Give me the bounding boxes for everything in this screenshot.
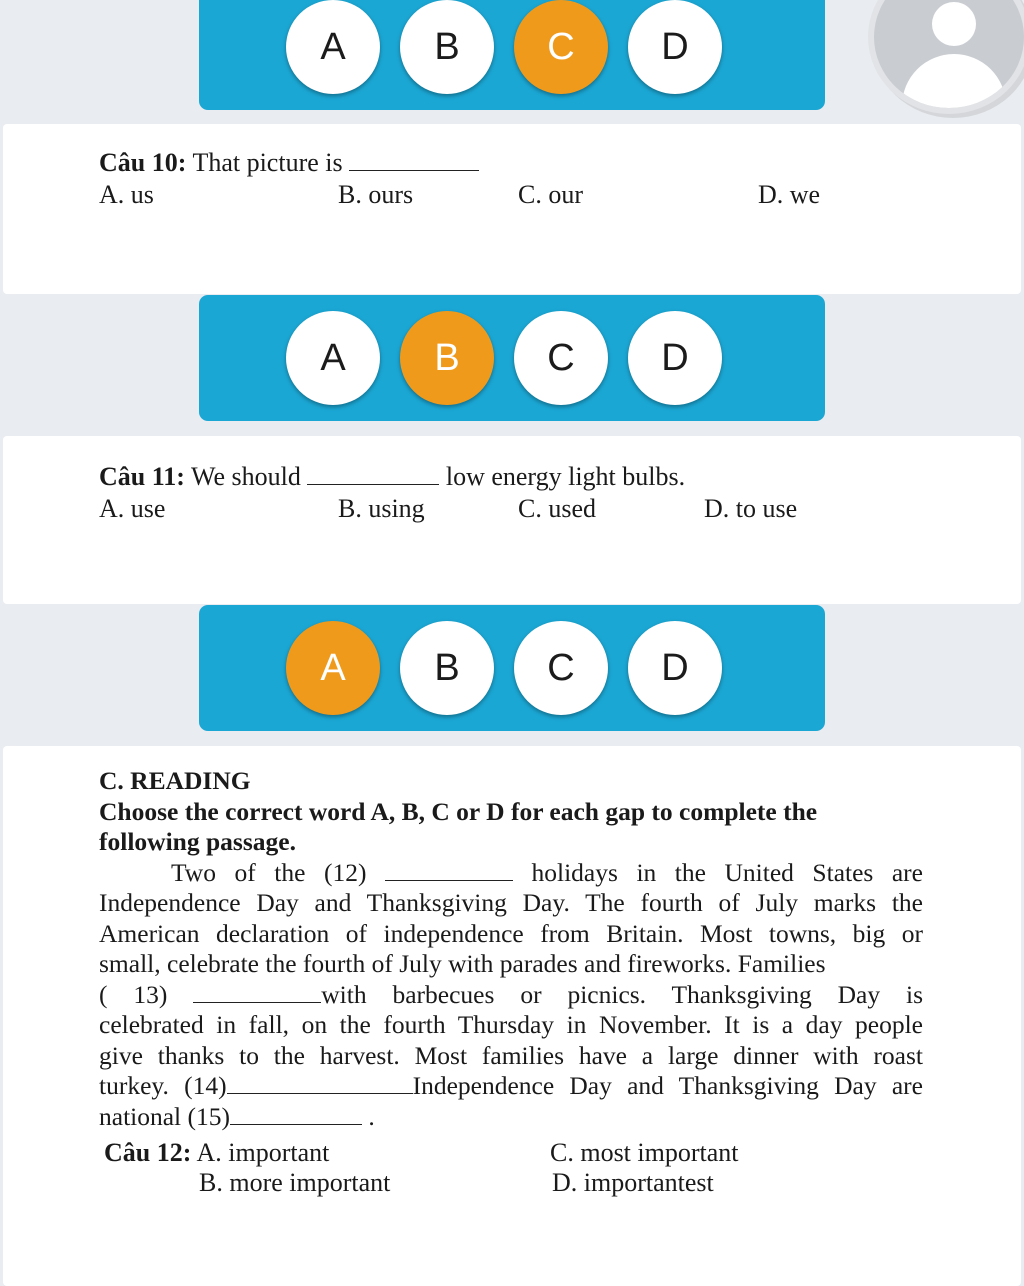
gap-12-blank (385, 858, 513, 881)
q11-option-b: B. using (338, 494, 425, 523)
reading-passage (99, 766, 923, 1132)
section-title: C. READING (99, 766, 251, 795)
passage-text: Independence Day and Thanksgiving Day are (412, 1071, 923, 1100)
q10-option-d: D. we (758, 180, 821, 209)
option-a-button-selected[interactable]: A (286, 621, 380, 715)
option-a-button[interactable]: A (286, 311, 380, 405)
passage-line-6: celebrated in fall, on the fourth Thursday in November. It is a day people (99, 1010, 923, 1039)
passage-text: . (368, 1101, 375, 1131)
question-10-card (3, 124, 1021, 294)
option-d-button[interactable]: D (628, 0, 722, 94)
option-d-button[interactable]: D (628, 311, 722, 405)
question-label: Câu 11: (99, 462, 185, 491)
question-10-stem (99, 148, 479, 178)
option-c-button[interactable]: C (514, 621, 608, 715)
passage-line-7: give thanks to the harvest. Most families have a large dinner with roast (99, 1040, 923, 1070)
q11-option-c: C. used (518, 494, 596, 523)
q10-option-c: C. our (518, 180, 583, 209)
q12-option-b: B. more important (199, 1168, 391, 1197)
gap-14-blank (227, 1071, 413, 1094)
option-a-button[interactable]: A (286, 0, 380, 94)
passage-line-4: small, celebrate the fourth of July with parades and fireworks. Families (99, 949, 826, 978)
passage-text: with barbecues or picnics. Thanksgiving Day is (321, 979, 923, 1009)
option-b-button[interactable]: B (400, 621, 494, 715)
option-d-button[interactable]: D (628, 621, 722, 715)
answer-blank (349, 148, 479, 171)
instruction-line-2: following passage. (99, 827, 296, 856)
answer-bar-2 (199, 295, 825, 421)
answer-bar-1 (199, 0, 825, 110)
q11-option-a: A. use (99, 494, 166, 523)
question-label: Câu 10: (99, 148, 187, 177)
q11-option-d: D. to use (704, 494, 798, 523)
q10-option-a: A. us (99, 180, 154, 209)
passage-line-9 (99, 1102, 923, 1133)
answer-bar-3 (199, 605, 825, 731)
passage-text: turkey. (14) (99, 1071, 227, 1100)
passage-text: holidays in the United States are (531, 857, 923, 887)
passage-line-5 (99, 980, 923, 1011)
question-11-stem (99, 462, 685, 492)
avatar-head (932, 2, 976, 46)
option-c-button[interactable]: C (514, 311, 608, 405)
q12-option-a: A. important (196, 1138, 330, 1167)
instruction-line-1: Choose the correct word A, B, C or D for each gap to complete the (99, 796, 818, 826)
user-avatar-icon[interactable] (868, 0, 1024, 114)
passage-text: national (15) (99, 1101, 230, 1131)
option-c-button-selected[interactable]: C (514, 0, 608, 94)
gap-15-blank (230, 1102, 362, 1125)
option-b-button[interactable]: B (400, 0, 494, 94)
passage-line-3: American declaration of independence from Britain. Most towns, big or (99, 918, 923, 948)
q10-option-b: B. ours (338, 180, 414, 209)
passage-line-2: Independence Day and Thanksgiving Day. The fourth of July marks the (99, 888, 923, 917)
q12-option-c: C. most important (550, 1138, 739, 1167)
passage-text: Two of the (12) (171, 857, 367, 887)
option-b-button-selected[interactable]: B (400, 311, 494, 405)
question-11-card (3, 436, 1021, 604)
question-text-after: low energy light bulbs. (445, 462, 686, 491)
question-label: Câu 12: (104, 1138, 192, 1167)
gap-13-blank (193, 980, 321, 1003)
q12-label (104, 1138, 329, 1168)
passage-line-8 (99, 1071, 923, 1102)
avatar-body (902, 54, 1006, 114)
passage-line-1 (99, 858, 923, 889)
passage-text: ( 13) (99, 979, 168, 1009)
answer-blank (307, 462, 439, 485)
question-text: That picture is (192, 148, 343, 177)
question-text-before: We should (191, 462, 301, 491)
q12-option-d: D. importantest (552, 1168, 714, 1197)
